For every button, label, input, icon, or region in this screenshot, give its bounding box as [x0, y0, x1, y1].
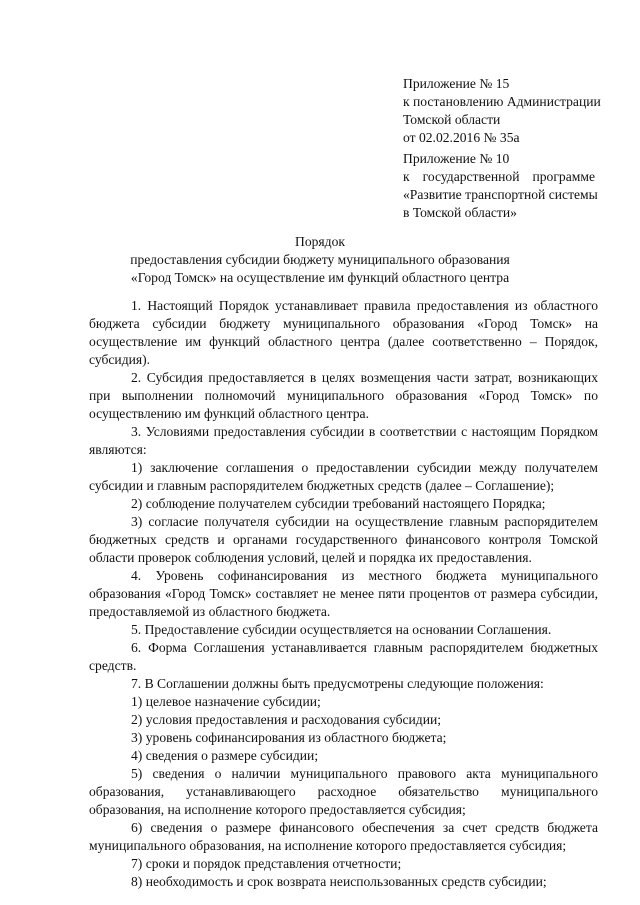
paragraph-1: 1. Настоящий Порядок устанавливает правила предоставления из областного бюджета субсидии бюджету муниципального образования «Город Томск» на осуществление им функций областного центра (далее соответственно – Порядок, субсидия). — [89, 298, 598, 367]
appendix-10-number: Приложение № 10 — [403, 151, 510, 166]
title-heading: Порядок — [295, 234, 345, 249]
appendix-15-block — [403, 75, 601, 147]
document-title — [90, 233, 550, 287]
paragraph-7-item-2: 2) условия предоставления и расходования субсидии; — [131, 712, 442, 727]
paragraph-5: 5. Предоставление субсидии осуществляется на основании Соглашения. — [131, 622, 552, 637]
title-line-1: предоставления субсидии бюджету муниципального образования — [130, 252, 510, 267]
appendix-15-resolution: к постановлению Администрации — [403, 94, 601, 109]
appendix-10-region: в Томской области» — [403, 205, 517, 220]
paragraph-7-item-7: 7) сроки и порядок представления отчетности; — [131, 856, 402, 871]
appendix-15-region: Томской области — [403, 112, 501, 127]
paragraph-7-item-8: 8) необходимость и срок возврата неиспользованных средств субсидии; — [131, 874, 547, 889]
appendix-10-program-name: «Развитие транспортной системы — [403, 187, 598, 202]
paragraph-7-item-3: 3) уровень софинансирования из областного бюджета; — [131, 730, 447, 745]
paragraph-7-item-4: 4) сведения о размере субсидии; — [131, 748, 319, 763]
paragraph-3: 3. Условиями предоставления субсидии в соответствии с настоящим Порядком являются: — [89, 424, 598, 457]
paragraph-7-item-6: 6) сведения о размере финансового обеспечения за счет средств бюджета муниципального образования, на исполнение которого предоставляется субсидия; — [89, 820, 598, 853]
appendix-10-program: к государственной программе — [403, 169, 595, 184]
paragraph-7-item-5: 5) сведения о наличии муниципального правового акта муниципального образования, устанавливающего расходное обязательство муниципального образования, на исполнение которого предоставляется субсидия; — [89, 766, 598, 817]
paragraph-7-item-1: 1) целевое назначение субсидии; — [131, 694, 321, 709]
paragraph-3-item-2: 2) соблюдение получателем субсидии требований настоящего Порядка; — [131, 496, 546, 511]
paragraph-3-item-1: 1) заключение соглашения о предоставлении субсидии между получателем субсидии и главным распорядителем бюджетных средств (далее – Соглашение); — [89, 460, 598, 493]
appendix-15-date: от 02.02.2016 № 35а — [403, 130, 520, 145]
appendix-10-block — [403, 150, 598, 222]
paragraph-7: 7. В Соглашении должны быть предусмотрены следующие положения: — [131, 676, 544, 691]
appendix-15-number: Приложение № 15 — [403, 76, 510, 91]
paragraph-6: 6. Форма Соглашения устанавливается главным распорядителем бюджетных средств. — [89, 640, 598, 673]
paragraph-4: 4. Уровень софинансирования из местного бюджета муниципального образования «Город Томск» составляет не менее пяти процентов от размера субсидии, предоставляемой из областного бюджета. — [89, 568, 598, 619]
document-body — [89, 297, 598, 891]
paragraph-2: 2. Субсидия предоставляется в целях возмещения части затрат, возникающих при выполнении полномочий муниципального образования «Город Томск» по осуществлению им функций областного центра. — [89, 370, 598, 421]
paragraph-3-item-3: 3) согласие получателя субсидии на осуществление главным распорядителем бюджетных средств и органами государственного финансового контроля Томской области проверок соблюдения условий, целей и порядка их предоставления. — [89, 514, 598, 565]
title-line-2: «Город Томск» на осуществление им функций областного центра — [130, 270, 510, 285]
